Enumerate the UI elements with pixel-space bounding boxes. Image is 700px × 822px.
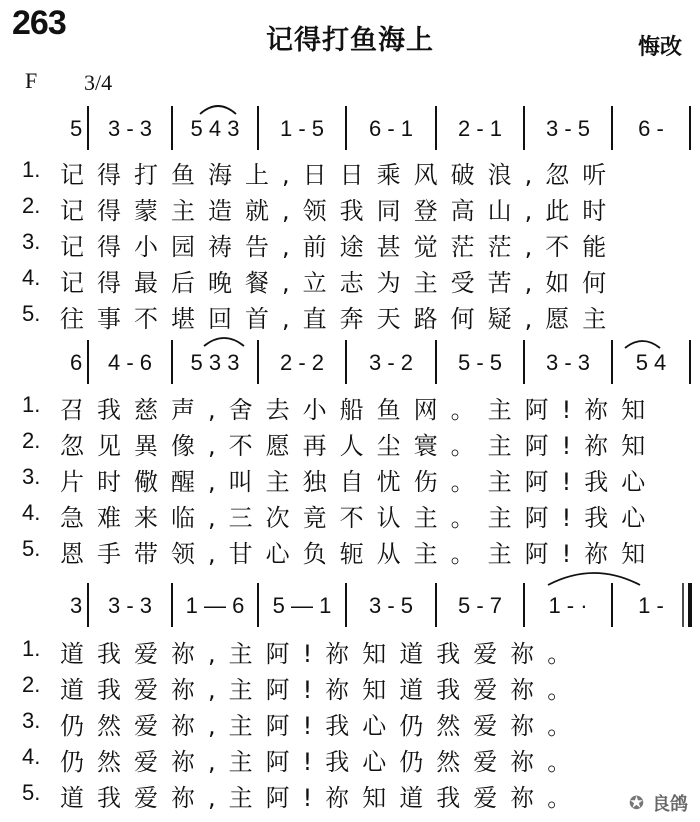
measure-notes: 3 - 5 [368, 593, 414, 618]
verse-number: 5. [22, 536, 41, 561]
verse-number: 4. [22, 500, 41, 525]
verse-lyrics: 往事不堪回首,直奔天路何疑,愿主 [60, 305, 620, 333]
verse-number: 4. [22, 744, 41, 769]
verse-lyrics: 道我爱祢,主阿!祢知道我爱祢。 [60, 676, 585, 704]
measure-notes: 6 - 1 [368, 116, 414, 141]
verse-number: 3. [22, 464, 41, 489]
measure-notes: 5 - 5 [457, 350, 503, 375]
measure-notes: 6 - [638, 116, 664, 141]
verse-lyrics: 急难来临,三次竟不认主。主阿!我心 [60, 504, 659, 532]
pickup-note: 6 [70, 350, 83, 375]
pickup-note: 5 [70, 116, 83, 141]
verse-lyrics: 片时儆醒,叫主独自忧伤。主阿!我心 [60, 468, 659, 496]
verse-lyrics: 仍然爱祢,主阿!我心仍然爱祢。 [60, 712, 585, 740]
verse-number: 1. [22, 157, 41, 182]
verse-lyrics: 道我爱祢,主阿!祢知道我爱祢。 [60, 640, 585, 668]
measure-notes: 5 3 3 [190, 350, 240, 375]
verse-number: 4. [22, 265, 41, 290]
hymn-number: 263 [12, 4, 66, 42]
measure-notes: 1 - · [548, 593, 588, 618]
verse-lyrics: 忽见異像,不愿再人尘寰。主阿!祢知 [60, 432, 659, 460]
hymn-category: 悔改 [637, 35, 682, 60]
measure-notes: 3 - 5 [545, 116, 591, 141]
wechat-icon: ✪ [628, 793, 644, 814]
verse-number: 2. [22, 428, 41, 453]
measure-notes: 2 - 2 [279, 350, 325, 375]
measure-notes: 2 - 1 [457, 116, 503, 141]
measure-notes: 3 - 3 [545, 350, 591, 375]
verse-lyrics: 道我爱祢,主阿!祢知道我爱祢。 [60, 784, 585, 812]
verse-number: 5. [22, 780, 41, 805]
verse-lyrics: 恩手带领,甘心负轭从主。主阿!祢知 [60, 540, 659, 568]
verse-lyrics: 记得小园祷告,前途甚觉茫茫,不能 [60, 233, 620, 261]
hymn-title: 记得打鱼海上 [266, 25, 434, 56]
measure-notes: 4 - 6 [107, 350, 153, 375]
measure-notes: 3 - 3 [107, 116, 153, 141]
verse-lyrics: 记得打鱼海上,日日乘风破浪,忽听 [60, 161, 620, 189]
time-signature: 3/4 [84, 70, 113, 95]
measure-notes: 1 - 5 [279, 116, 325, 141]
measure-notes: 3 - 2 [368, 350, 414, 375]
measure-notes: 1 — 6 [185, 593, 245, 618]
verse-number: 3. [22, 229, 41, 254]
key-signature: F [25, 68, 38, 93]
measure-notes: 3 - 3 [107, 593, 153, 618]
verse-number: 2. [22, 193, 41, 218]
slur [548, 573, 640, 585]
verse-number: 5. [22, 301, 41, 326]
measure-notes: 1 - [638, 593, 664, 618]
verse-number: 3. [22, 708, 41, 733]
verse-lyrics: 召我慈声,舍去小船鱼网。主阿!祢知 [60, 396, 659, 424]
measure-notes: 5 4 [635, 350, 667, 375]
verse-number: 2. [22, 672, 41, 697]
measure-notes: 5 — 1 [272, 593, 332, 618]
verse-lyrics: 仍然爱祢,主阿!我心仍然爱祢。 [60, 748, 585, 776]
watermark-text: 良鸽 [652, 794, 688, 815]
measure-notes: 5 4 3 [190, 116, 240, 141]
measure-notes: 5 - 7 [457, 593, 503, 618]
verse-number: 1. [22, 392, 41, 417]
verse-lyrics: 记得蒙主造就,领我同登高山,此时 [60, 197, 620, 225]
verse-number: 1. [22, 636, 41, 661]
pickup-note: 3 [70, 593, 83, 618]
verse-lyrics: 记得最后晚餐,立志为主受苦,如何 [60, 269, 620, 297]
